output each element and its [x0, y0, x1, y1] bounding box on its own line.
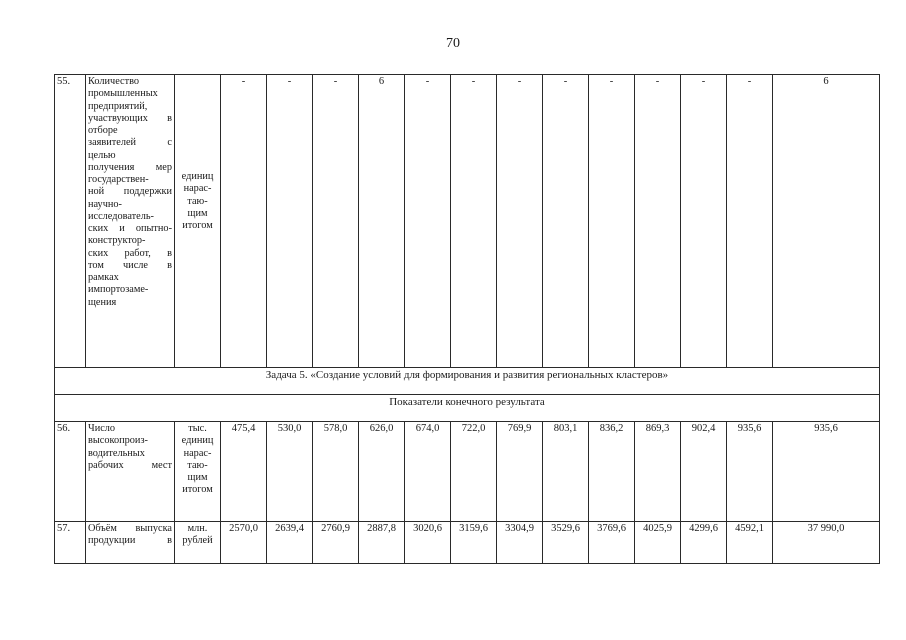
value-cell: -	[451, 75, 497, 368]
value-cell: 4299,6	[681, 522, 727, 564]
unit-line: щим	[187, 207, 208, 219]
value-cell: 836,2	[589, 422, 635, 522]
row-number: 55.	[55, 75, 86, 368]
value-cell: 769,9	[497, 422, 543, 522]
row-number: 57.	[55, 522, 86, 564]
indicator-name-line: заявителей с	[88, 137, 172, 149]
unit-line: таю-	[187, 195, 208, 207]
value-cell: -	[405, 75, 451, 368]
value-cell: 530,0	[267, 422, 313, 522]
indicator-name	[86, 422, 175, 522]
value-cell: -	[635, 75, 681, 368]
value-cell: -	[221, 75, 267, 368]
value-cell: 475,4	[221, 422, 267, 522]
value-cell: 6	[359, 75, 405, 368]
value-cell: 902,4	[681, 422, 727, 522]
indicator-name-line: рамках	[88, 272, 119, 283]
unit-line: итогом	[182, 484, 213, 496]
value-cell: -	[497, 75, 543, 368]
value-cell: 3159,6	[451, 522, 497, 564]
indicator-name-line: промышленных	[88, 88, 158, 100]
value-cell: 674,0	[405, 422, 451, 522]
indicator-name-line: водительных	[88, 447, 145, 459]
total-cell: 6	[773, 75, 880, 368]
indicator-name-line: получения мер	[88, 161, 172, 173]
value-cell: 4025,9	[635, 522, 681, 564]
unit-line: щим	[187, 472, 208, 483]
unit-of-measure	[175, 522, 221, 564]
value-cell: 2639,4	[267, 522, 313, 564]
total-cell: 935,6	[773, 422, 880, 522]
value-cell: 2887,8	[359, 522, 405, 564]
indicator-name	[86, 522, 175, 564]
unit-of-measure	[175, 75, 221, 368]
unit-line: рублей	[182, 535, 213, 547]
indicator-name-line: участвующих в	[88, 112, 172, 124]
value-cell: 3769,6	[589, 522, 635, 564]
table-row	[55, 75, 880, 368]
task-heading: Задача 5. «Создание условий для формирования и развития региональных кластеров»	[55, 368, 880, 395]
indicator-name-line: Число	[88, 423, 116, 434]
value-cell: 803,1	[543, 422, 589, 522]
indicator-name-line: щения	[88, 296, 117, 308]
value-cell: -	[681, 75, 727, 368]
indicator-name-line: конструктор-	[88, 235, 146, 247]
value-cell: 4592,1	[727, 522, 773, 564]
indicator-name-line: государствен-	[88, 174, 149, 185]
value-cell: 3529,6	[543, 522, 589, 564]
indicator-name-line: научно-	[88, 198, 122, 210]
indicator-name-line: исследователь-	[88, 210, 154, 222]
table-row	[55, 422, 880, 522]
value-cell: 578,0	[313, 422, 359, 522]
unit-line: тыс.	[188, 423, 207, 434]
unit-line: единиц	[181, 435, 214, 447]
unit-line: млн.	[187, 523, 208, 534]
unit-of-measure	[175, 422, 221, 522]
page-number: 70	[446, 36, 460, 51]
section-row	[55, 395, 880, 422]
value-cell: 2570,0	[221, 522, 267, 564]
value-cell: 3304,9	[497, 522, 543, 564]
value-cell: -	[313, 75, 359, 368]
value-cell: 3020,6	[405, 522, 451, 564]
value-cell: 935,6	[727, 422, 773, 522]
indicators-table	[54, 74, 880, 564]
indicator-name-line: Количество	[88, 76, 140, 87]
indicators-heading: Показатели конечного результата	[55, 395, 880, 422]
indicator-name-line: продукции в	[88, 535, 172, 547]
total-cell: 37 990,0	[773, 522, 880, 564]
unit-line: таю-	[187, 459, 208, 471]
indicator-name-line: импортозаме-	[88, 284, 149, 296]
indicator-name	[86, 75, 175, 368]
indicator-name-line: высокопроиз-	[88, 435, 148, 447]
unit-line: единиц	[181, 171, 214, 182]
indicator-name-line: том числе в	[88, 259, 172, 271]
section-row	[55, 368, 880, 395]
value-cell: 2760,9	[313, 522, 359, 564]
indicator-name-line: ной поддержки	[88, 186, 172, 198]
value-cell: 722,0	[451, 422, 497, 522]
value-cell: 869,3	[635, 422, 681, 522]
unit-line: нарас-	[183, 183, 212, 195]
table-row	[55, 522, 880, 564]
indicator-name-line: отборе	[88, 125, 118, 136]
value-cell: -	[727, 75, 773, 368]
indicator-name-line: Объём выпуска	[88, 523, 172, 534]
unit-line: нарас-	[183, 447, 212, 459]
indicator-name-line: предприятий,	[88, 100, 148, 112]
value-cell: -	[543, 75, 589, 368]
indicator-name-line: ских и опытно-	[88, 223, 172, 234]
value-cell: -	[267, 75, 313, 368]
value-cell: 626,0	[359, 422, 405, 522]
indicator-name-line: целью	[88, 149, 116, 161]
indicator-name-line: рабочих мест	[88, 459, 172, 471]
indicator-name-line: ских работ, в	[88, 247, 172, 259]
row-number: 56.	[55, 422, 86, 522]
value-cell: -	[589, 75, 635, 368]
unit-line: итогом	[182, 220, 213, 231]
